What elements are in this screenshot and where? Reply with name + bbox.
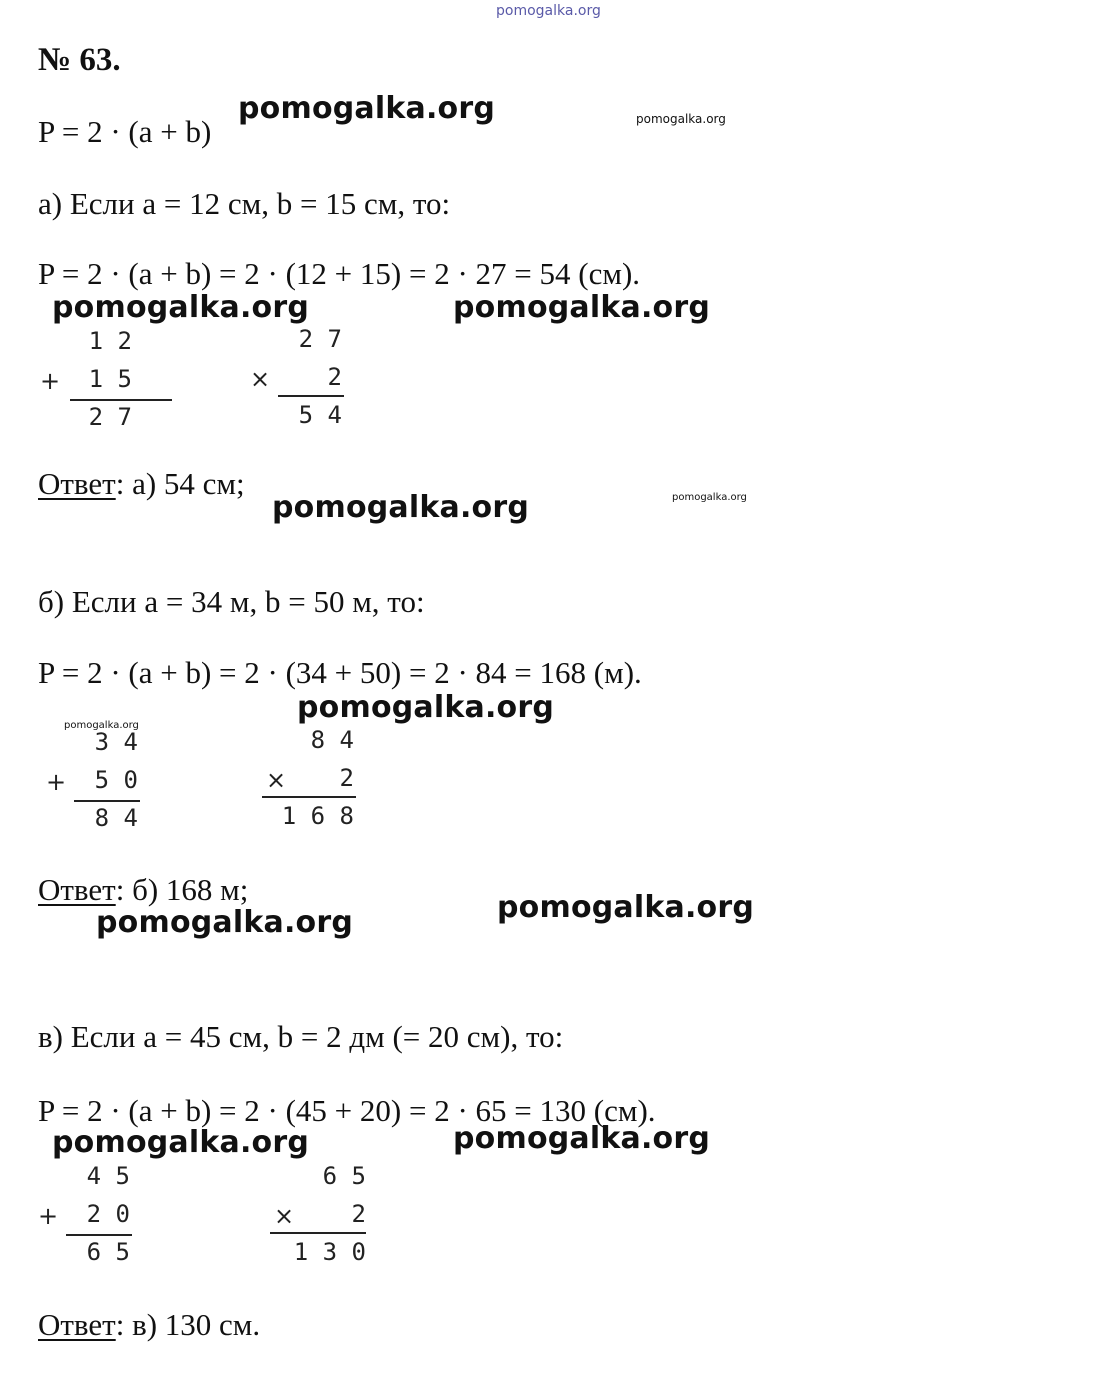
addend-1: 1 2 bbox=[88, 327, 132, 355]
times-sign: × bbox=[250, 365, 271, 393]
watermark: pomogalka.org bbox=[636, 112, 726, 126]
problem-number: № 63. bbox=[38, 42, 121, 78]
watermark: pomogalka.org bbox=[297, 690, 555, 725]
watermark: pomogalka.org bbox=[272, 490, 530, 525]
formula: P = 2 · (a + b) bbox=[38, 114, 212, 149]
part-c-multiplication-column bbox=[270, 1157, 366, 1271]
plus-sign: + bbox=[40, 367, 61, 395]
sum-line bbox=[74, 800, 140, 802]
addend-2: 5 0 bbox=[94, 766, 138, 794]
part-c-answer bbox=[38, 1307, 260, 1343]
product-line bbox=[278, 395, 344, 397]
multiplicand: 2 7 bbox=[298, 325, 342, 353]
part-a-condition: а) Если a = 12 см, b = 15 см, то: bbox=[38, 186, 451, 221]
part-b-answer bbox=[38, 872, 248, 908]
watermark: pomogalka.org bbox=[52, 290, 310, 325]
product: 1 3 0 bbox=[293, 1238, 366, 1266]
part-c-addition-column bbox=[38, 1157, 130, 1271]
part-b-addition-column bbox=[46, 723, 138, 837]
watermark: pomogalka.org bbox=[64, 720, 139, 731]
multiplicand: 6 5 bbox=[322, 1162, 366, 1190]
addend-1: 3 4 bbox=[94, 728, 138, 756]
answer-label: Ответ bbox=[38, 872, 116, 907]
answer-label: Ответ bbox=[38, 1307, 116, 1342]
watermark: pomogalka.org bbox=[497, 890, 755, 925]
part-c-calculation: P = 2 · (a + b) = 2 · (45 + 20) = 2 · 65 = 130 (см). bbox=[38, 1093, 656, 1128]
product-line bbox=[262, 796, 356, 798]
sum: 8 4 bbox=[94, 804, 138, 832]
part-b-multiplication-column bbox=[262, 721, 354, 835]
watermark: pomogalka.org bbox=[672, 492, 747, 503]
part-b-condition: б) Если a = 34 м, b = 50 м, то: bbox=[38, 584, 425, 619]
answer-value: : а) 54 см; bbox=[115, 466, 245, 501]
answer-value: : б) 168 м; bbox=[115, 872, 249, 907]
product: 5 4 bbox=[298, 401, 342, 429]
multiplicand: 8 4 bbox=[310, 726, 354, 754]
plus-sign: + bbox=[46, 768, 67, 796]
product: 1 6 8 bbox=[281, 802, 354, 830]
part-b-calculation: P = 2 · (a + b) = 2 · (34 + 50) = 2 · 84 = 168 (м). bbox=[38, 655, 642, 690]
watermark-top: pomogalka.org bbox=[496, 3, 601, 19]
sum-line bbox=[66, 1234, 132, 1236]
answer-value: : в) 130 см. bbox=[115, 1307, 261, 1342]
sum: 2 7 bbox=[88, 403, 132, 431]
part-a-addition-column bbox=[40, 322, 132, 436]
plus-sign: + bbox=[38, 1202, 59, 1230]
multiplier: 2 bbox=[339, 764, 354, 792]
part-a-answer bbox=[38, 466, 245, 502]
watermark: pomogalka.org bbox=[453, 290, 711, 325]
part-a-calculation: P = 2 · (a + b) = 2 · (12 + 15) = 2 · 27 = 54 (см). bbox=[38, 256, 641, 291]
addend-2: 1 5 bbox=[88, 365, 132, 393]
sum-line bbox=[70, 399, 172, 401]
watermark: pomogalka.org bbox=[52, 1125, 310, 1160]
addend-1: 4 5 bbox=[86, 1162, 130, 1190]
watermark: pomogalka.org bbox=[238, 91, 496, 126]
part-c-condition: в) Если a = 45 см, b = 2 дм (= 20 см), то: bbox=[38, 1019, 564, 1054]
watermark: pomogalka.org bbox=[453, 1121, 711, 1156]
times-sign: × bbox=[266, 766, 287, 794]
multiplier: 2 bbox=[327, 363, 342, 391]
product-line bbox=[270, 1232, 366, 1234]
watermark: pomogalka.org bbox=[96, 905, 354, 940]
times-sign: × bbox=[274, 1202, 295, 1230]
answer-label: Ответ bbox=[38, 466, 116, 501]
multiplier: 2 bbox=[351, 1200, 366, 1228]
addend-2: 2 0 bbox=[86, 1200, 130, 1228]
sum: 6 5 bbox=[86, 1238, 130, 1266]
part-a-multiplication-column bbox=[250, 320, 342, 434]
